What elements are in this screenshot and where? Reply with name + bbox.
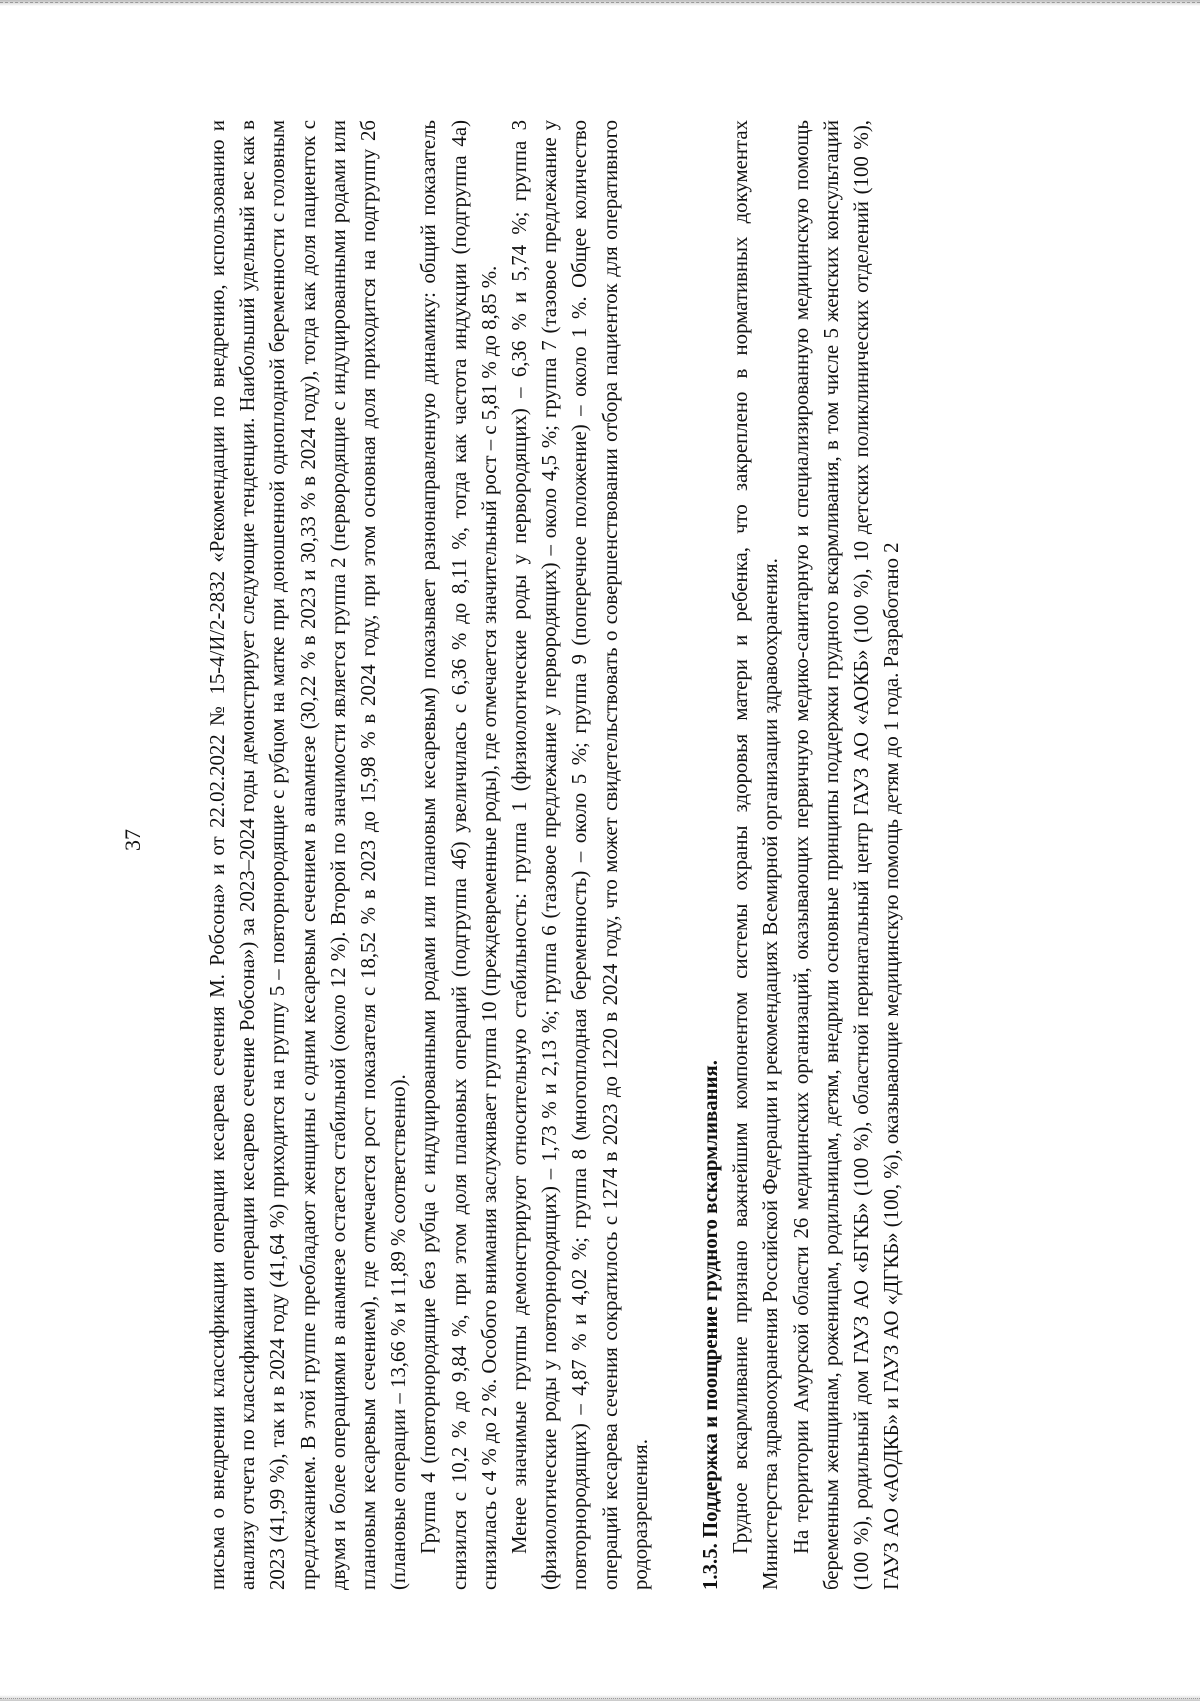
paragraph-breastfeeding-intro: Грудное вскармливание признано важнейшим компонентом системы охраны здоровья матери и ребенка, что закреплено в нормативных документах Министерства здравоохранения Российской Федерации и рекомендациях Всемирной организации здравоохранения. <box>729 120 783 1590</box>
scan-edge-bottom <box>0 1695 1200 1701</box>
section-heading-breastfeeding: 1.3.5. Поддержка и поощрение грудного вскармливания. <box>699 1059 723 1590</box>
paragraph-group-4: Группа 4 (повторнородящие без рубца с индуцированными родами или плановым кесаревым) показывает разнонаправленную динамику: общий показатель снизился с 10,2 % до 9,84 %, при этом доля плановых операций (подгруппа 4б) увеличилась с 6,36 % до 8,11 %, тогда как частота индукции (подгруппа 4а) снизилась с 4 % до 2 %. Особого внимания заслуживает группа 10 (преждевременные роды), где отмечается значительный рост – с 5,81 % до 8,85 %. <box>417 120 501 1590</box>
page-body <box>203 120 907 1590</box>
paragraph-minor-groups: Менее значимые группы демонстрируют относительную стабильность: группа 1 (физиологические роды у первородящих) – 6,36 % и 5,74 %; группа 3 (физиологические роды у повторнородящих) – 1,73 % и 2,13 %; группа 6 (тазовое предлежание у первородящих) – около 4,5 %; группа 7 (тазовое предлежание у повторнородящих) – 4,87 % и 4,02 %; группа 8 (многоплодная беременность) – около 5 %; группа 9 (поперечное положение) – около 1 %. Общее количество операций кесарева сечения сократилось с 1274 в 2023 до 1220 в 2024 году, что может свидетельствовать о совершенствовании отбора пациенток для оперативного родоразрешения. <box>508 120 652 1590</box>
page-number: 37 <box>120 829 145 851</box>
scan-edge-top <box>0 0 1200 6</box>
paragraph-amur-organizations: На территории Амурской области 26 медицинских организаций, оказывающих первичную медико-санитарную и специализированную медицинскую помощь беременным женщинам, роженицам, родильницам, детям, внедрили основные принципы поддержки грудного вскармливания, в том числе 5 женских консультаций (100 %), родильный дом ГАУЗ АО «БГКБ» (100 %), областной перинатальный центр ГАУЗ АО «АОКБ» (100 %), 10 детских поликлинических отделений (100 %), ГАУЗ АО «АОДКБ» и ГАУЗ АО «ДГКБ» (100, %), оказывающие медицинскую помощь детям до 1 года. Разработано 2 <box>789 120 904 1590</box>
paragraph-robson-continuation: письма о внедрении классификации операции кесарева сечения М. Робсона» и от 22.02.2022 № 15-4/И/2-2832 «Рекомендации по внедрению, использованию и анализу отчета по классификации операции кесарево сечение Робсона») за 2023–2024 годы демонстрирует следующие тенденции. Наибольший удельный вес как в 2023 (41,99 %), так и в 2024 году (41,64 %) приходится на группу 5 – повторнородящие с рубцом на матке при доношенной одноплодной беременности с головным предлежанием. В этой группе преобладают женщины с одним кесаревым сечением в анамнезе (30,22 % в 2023 и 30,33 % в 2024 году), тогда как доля пациенток с двумя и более операциями в анамнезе остается стабильной (около 12 %). Второй по значимости является группа 2 (первородящие с индуцированными родами или плановым кесаревым сечением), где отмечается рост показателя с 18,52 % в 2023 до 15,98 % в 2024 году, при этом основная доля приходится на подгруппу 2б (плановые операции – 13,66 % и 11,89 % соответственно). <box>206 120 411 1590</box>
